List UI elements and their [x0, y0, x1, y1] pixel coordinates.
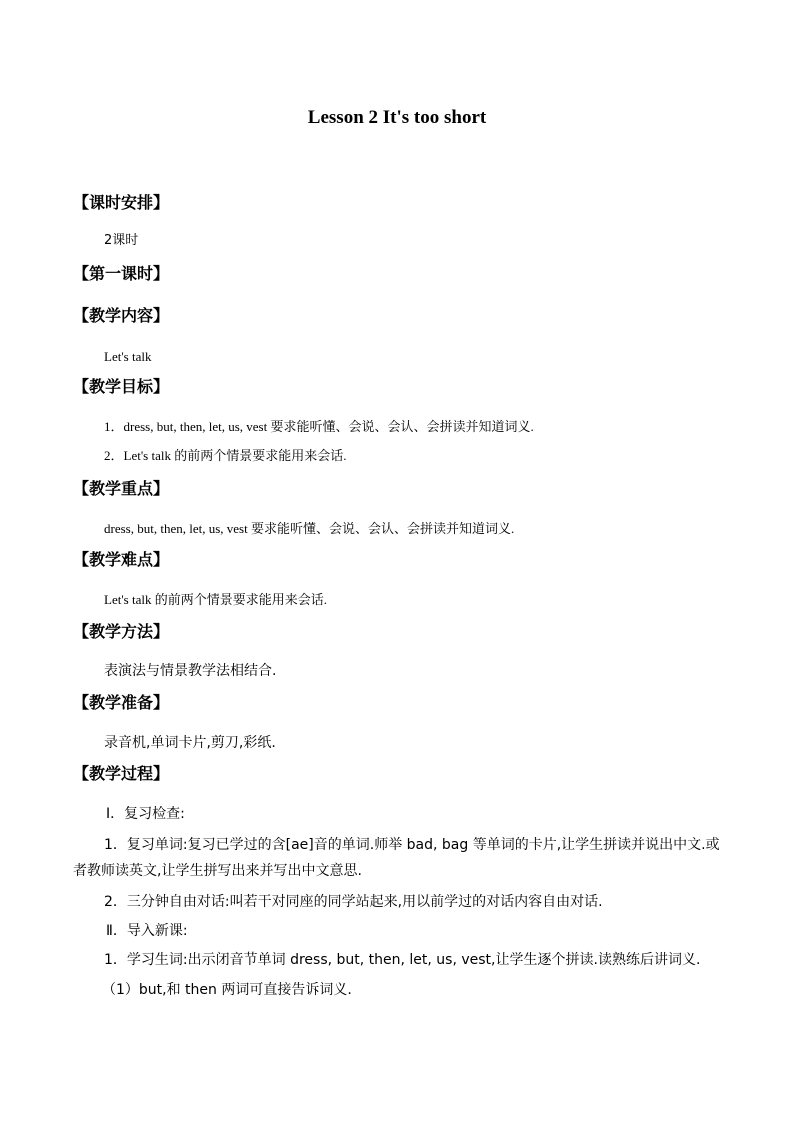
process-step1-item1: 1．复习单词:复习已学过的含[ae]音的单词.师举 bad, bag 等单词的卡片,让学生拼读并说出中文.或者教师读英文,让学生拼写出来并写出中文意思. — [73, 837, 720, 879]
preparation-body: 录音机,单词卡片,剪刀,彩纸. — [104, 735, 276, 751]
process-step2-item1: 1．学习生词:出示闭音节单词 dress, but, then, let, us, vest,让学生逐个拼读.读熟练后讲词义. — [104, 952, 701, 968]
heading-schedule: 【课时安排】 — [73, 193, 170, 212]
heading-preparation: 【教学准备】 — [73, 693, 170, 712]
process-step2-item1-sub: （1）but,和 then 两词可直接告诉词义. — [102, 982, 352, 998]
heading-first-period: 【第一课时】 — [73, 264, 170, 283]
difficulties-body: Let's talk 的前两个情景要求能用来会话. — [104, 592, 327, 607]
heading-content: 【教学内容】 — [73, 306, 170, 325]
heading-process: 【教学过程】 — [73, 764, 170, 783]
content-body: Let's talk — [104, 349, 152, 364]
schedule-body: 2课时 — [104, 233, 139, 248]
heading-objectives: 【教学目标】 — [73, 377, 170, 396]
key-points-body: dress, but, then, let, us, vest 要求能听懂、会说、会认、会拼读并知道词义. — [104, 521, 515, 536]
heading-key-points: 【教学重点】 — [73, 479, 170, 498]
objective-item-1: 1．dress, but, then, let, us, vest 要求能听懂、会说、会认、会拼读并知道词义. — [104, 419, 534, 434]
methods-body: 表演法与情景教学法相结合. — [104, 663, 277, 679]
lesson-title: Lesson 2 It's too short — [307, 107, 487, 128]
heading-difficulties: 【教学难点】 — [73, 550, 170, 569]
process-step1-title: Ⅰ．复习检查: — [106, 806, 185, 822]
heading-methods: 【教学方法】 — [73, 622, 170, 641]
objective-item-2: 2．Let's talk 的前两个情景要求能用来会话. — [104, 448, 347, 463]
process-step2-title: Ⅱ．导入新课: — [106, 923, 188, 939]
process-step1-item2: 2．三分钟自由对话:叫若干对同座的同学站起来,用以前学过的对话内容自由对话. — [104, 894, 603, 910]
